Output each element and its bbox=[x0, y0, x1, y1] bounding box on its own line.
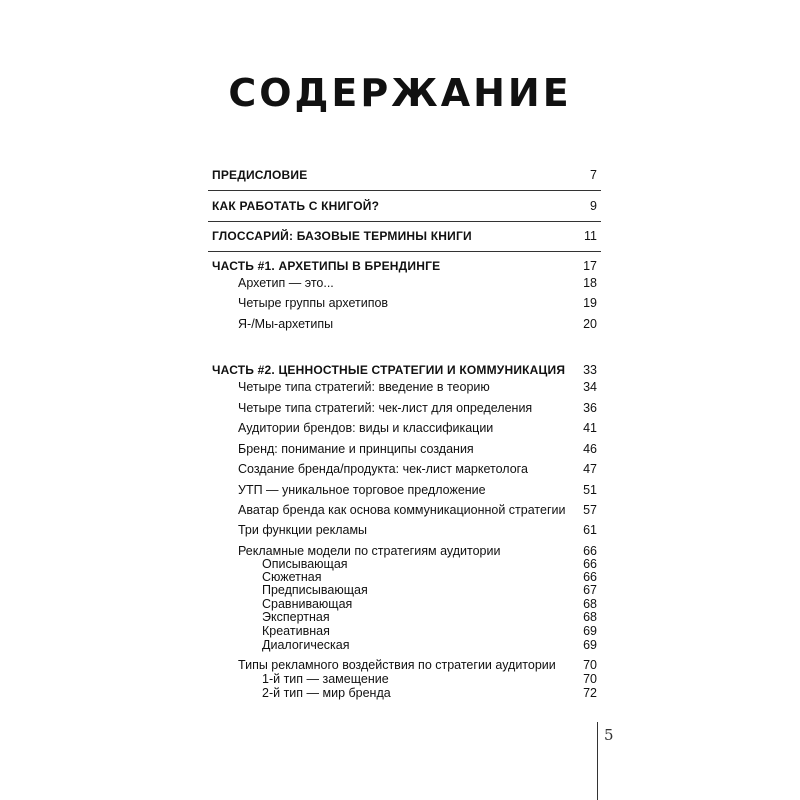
page-number: 5 bbox=[604, 726, 614, 744]
toc-entry-title: Описывающая bbox=[262, 557, 348, 571]
toc-entry-title: Диалогическая bbox=[262, 638, 350, 652]
toc-entry-title: ПРЕДИСЛОВИЕ bbox=[212, 168, 308, 182]
page-title: СОДЕРЖАНИЕ bbox=[228, 71, 572, 115]
toc-entry-title: Креативная bbox=[262, 624, 330, 638]
toc-entry-page: 70 bbox=[583, 658, 597, 672]
toc-entry[interactable] bbox=[0, 501, 800, 519]
toc-entry-title: Архетип — это... bbox=[238, 276, 334, 290]
toc-entry-preface[interactable] bbox=[0, 166, 800, 184]
toc-entry-title: УТП — уникальное торговое предложение bbox=[238, 483, 486, 497]
toc-entry[interactable] bbox=[0, 315, 800, 333]
toc-entry-page: 51 bbox=[583, 483, 597, 497]
toc-entry-page: 69 bbox=[583, 624, 597, 638]
toc-entry-title: Четыре типа стратегий: введение в теорию bbox=[238, 380, 490, 394]
toc-entry-title: Экспертная bbox=[262, 610, 330, 624]
toc-entry-page: 57 bbox=[583, 503, 597, 517]
toc-entry[interactable] bbox=[0, 684, 800, 702]
section-divider bbox=[208, 190, 601, 191]
toc-entry-page: 70 bbox=[583, 672, 597, 686]
margin-rule bbox=[597, 722, 598, 800]
toc-entry-page: 72 bbox=[583, 686, 597, 700]
toc-entry-title: Четыре типа стратегий: чек-лист для определения bbox=[238, 401, 533, 415]
section-divider bbox=[208, 221, 601, 222]
toc-entry-page: 61 bbox=[583, 523, 597, 537]
toc-entry-page: 11 bbox=[584, 229, 597, 243]
toc-entry-page: 41 bbox=[583, 421, 597, 435]
toc-entry-title: Три функции рекламы bbox=[238, 523, 368, 537]
toc-entry-title: Создание бренда/продукта: чек-лист маркетолога bbox=[238, 462, 528, 476]
toc-entry-title: Рекламные модели по стратегиям аудитории bbox=[238, 544, 501, 558]
toc-entry[interactable] bbox=[0, 274, 800, 292]
toc-entry-title: КАК РАБОТАТЬ С КНИГОЙ? bbox=[212, 199, 380, 213]
toc-entry-page: 47 bbox=[583, 462, 597, 476]
toc-entry-page: 66 bbox=[583, 570, 597, 584]
toc-entry-title: 1-й тип — замещение bbox=[262, 672, 389, 686]
toc-entry-page: 69 bbox=[583, 638, 597, 652]
toc-entry-page: 9 bbox=[590, 199, 597, 213]
toc-entry-title: ЧАСТЬ #2. ЦЕННОСТНЫЕ СТРАТЕГИИ И КОММУНИКАЦИЯ bbox=[212, 363, 566, 377]
toc-entry-part-2[interactable] bbox=[0, 361, 800, 379]
toc-entry-title: Четыре группы архетипов bbox=[238, 296, 389, 310]
toc-entry-title: Аватар бренда как основа коммуникационной стратегии bbox=[238, 503, 566, 517]
toc-entry[interactable] bbox=[0, 481, 800, 499]
toc-entry[interactable] bbox=[0, 521, 800, 539]
section-divider bbox=[208, 251, 601, 252]
toc-entry-page: 67 bbox=[583, 583, 597, 597]
toc-entry-part-1[interactable] bbox=[0, 257, 800, 275]
toc-entry-glossary[interactable] bbox=[0, 227, 800, 245]
toc-entry-page: 7 bbox=[590, 168, 597, 182]
toc-entry-page: 46 bbox=[583, 442, 597, 456]
toc-entry-title: Сюжетная bbox=[262, 570, 322, 584]
toc-entry-title: Типы рекламного воздействия по стратегии аудитории bbox=[238, 658, 556, 672]
toc-entry-page: 36 bbox=[583, 401, 597, 415]
toc-entry-title: Бренд: понимание и принципы создания bbox=[238, 442, 474, 456]
toc-entry[interactable] bbox=[0, 294, 800, 312]
toc-entry-page: 68 bbox=[583, 597, 597, 611]
toc-entry-page: 33 bbox=[583, 363, 597, 377]
toc-entry-title: Аудитории брендов: виды и классификации bbox=[238, 421, 494, 435]
toc-entry-title: ЧАСТЬ #1. АРХЕТИПЫ В БРЕНДИНГЕ bbox=[212, 259, 441, 273]
toc-entry-page: 20 bbox=[583, 317, 597, 331]
toc-entry[interactable] bbox=[0, 399, 800, 417]
toc-entry-page: 68 bbox=[583, 610, 597, 624]
toc-entry[interactable] bbox=[0, 419, 800, 437]
toc-entry[interactable] bbox=[0, 378, 800, 396]
toc-entry[interactable] bbox=[0, 460, 800, 478]
toc-entry-page: 66 bbox=[583, 544, 597, 558]
toc-entry-title: 2-й тип — мир бренда bbox=[262, 686, 391, 700]
toc-entry-page: 19 bbox=[583, 296, 597, 310]
toc-entry-title: Я-/Мы-архетипы bbox=[238, 317, 334, 331]
toc-entry-page: 34 bbox=[583, 380, 597, 394]
toc-entry-title: ГЛОССАРИЙ: БАЗОВЫЕ ТЕРМИНЫ КНИГИ bbox=[212, 229, 472, 243]
toc-entry-page: 18 bbox=[583, 276, 597, 290]
toc-entry[interactable] bbox=[0, 440, 800, 458]
toc-entry-page: 17 bbox=[583, 259, 597, 273]
toc-entry-page: 66 bbox=[583, 557, 597, 571]
toc-entry[interactable] bbox=[0, 636, 800, 654]
toc-entry-how-to-work[interactable] bbox=[0, 197, 800, 215]
toc-entry-title: Предписывающая bbox=[262, 583, 368, 597]
toc-entry-title: Сравнивающая bbox=[262, 597, 353, 611]
